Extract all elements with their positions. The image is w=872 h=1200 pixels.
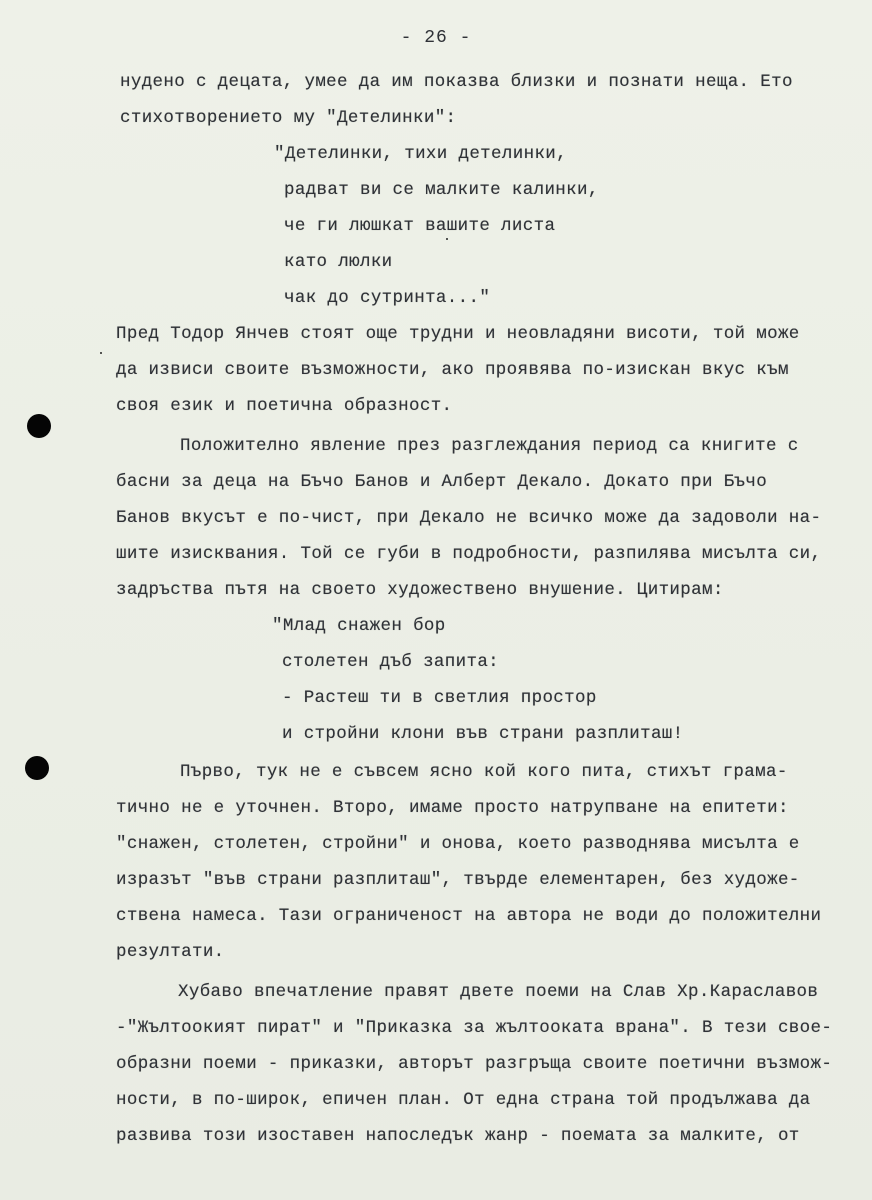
poem-line: радват ви се малките калинки, <box>284 180 599 200</box>
text-line: ствена намеса. Тази ограниченост на автора не води до положителни <box>116 906 822 926</box>
poem-line: чак до сутринта..." <box>284 288 491 308</box>
text-line: ности, в по-широк, епичен план. От една страна той продължава да <box>116 1090 811 1110</box>
text-line: "снажен, столетен, стройни" и онова, което разводнява мисълта е <box>116 834 800 854</box>
text-line: своя език и поетична образност. <box>116 396 453 416</box>
text-line: Хубаво впечатление правят двете поеми на Слав Хр.Караславов <box>178 982 819 1002</box>
text-line: задръства пътя на своето художествено внушение. Цитирам: <box>116 580 724 600</box>
poem-line: "Млад снажен бор <box>272 616 446 636</box>
poem-line: и стройни клони във страни разплиташ! <box>282 724 684 744</box>
text-line: шите изисквания. Той се губи в подробности, разпилява мисълта си, <box>116 544 822 564</box>
text-line: Първо, тук не е съвсем ясно кой кого пита, стихът грама- <box>180 762 788 782</box>
poem-line: - Растеш ти в светлия простор <box>282 688 597 708</box>
poem-line: столетен дъб запита: <box>282 652 500 672</box>
text-line: басни за деца на Бъчо Банов и Алберт Декало. Докато при Бъчо <box>116 472 768 492</box>
text-line: образни поеми - приказки, авторът разгръща своите поетични възмож- <box>116 1054 833 1074</box>
poem-line: като люлки <box>284 252 393 272</box>
text-line: да извиси своите възможности, ако проявява по-изискан вкус към <box>116 360 789 380</box>
text-line: нудено с децата, умее да им показва близки и познати неща. Ето <box>120 72 793 92</box>
text-line: Пред Тодор Янчев стоят още трудни и неовладяни висоти, той може <box>116 324 800 344</box>
punch-hole <box>25 756 49 780</box>
text-line: Положително явление през разглеждания период са книгите с <box>180 436 799 456</box>
text-line: развива този изоставен напоследък жанр - поемата за малките, от <box>116 1126 800 1146</box>
text-line: резултати. <box>116 942 225 962</box>
text-line: тично не е уточнен. Второ, имаме просто натрупване на епитети: <box>116 798 789 818</box>
text-line: изразът "във страни разплиташ", твърде елементарен, без художе- <box>116 870 800 890</box>
ink-speck <box>100 352 102 354</box>
poem-line: "Детелинки, тихи детелинки, <box>274 144 567 164</box>
ink-speck <box>446 238 448 240</box>
text-line: Банов вкусът е по-чист, при Декало не всичко може да задоволи на- <box>116 508 822 528</box>
poem-line: че ги люшкат вашите листа <box>284 216 556 236</box>
page-number: - 26 - <box>400 28 472 48</box>
text-line: -"Жълтоокият пират" и "Приказка за жълтооката врана". В тези свое- <box>116 1018 833 1038</box>
punch-hole <box>27 414 51 438</box>
text-line: стихотворението му "Детелинки": <box>120 108 457 128</box>
